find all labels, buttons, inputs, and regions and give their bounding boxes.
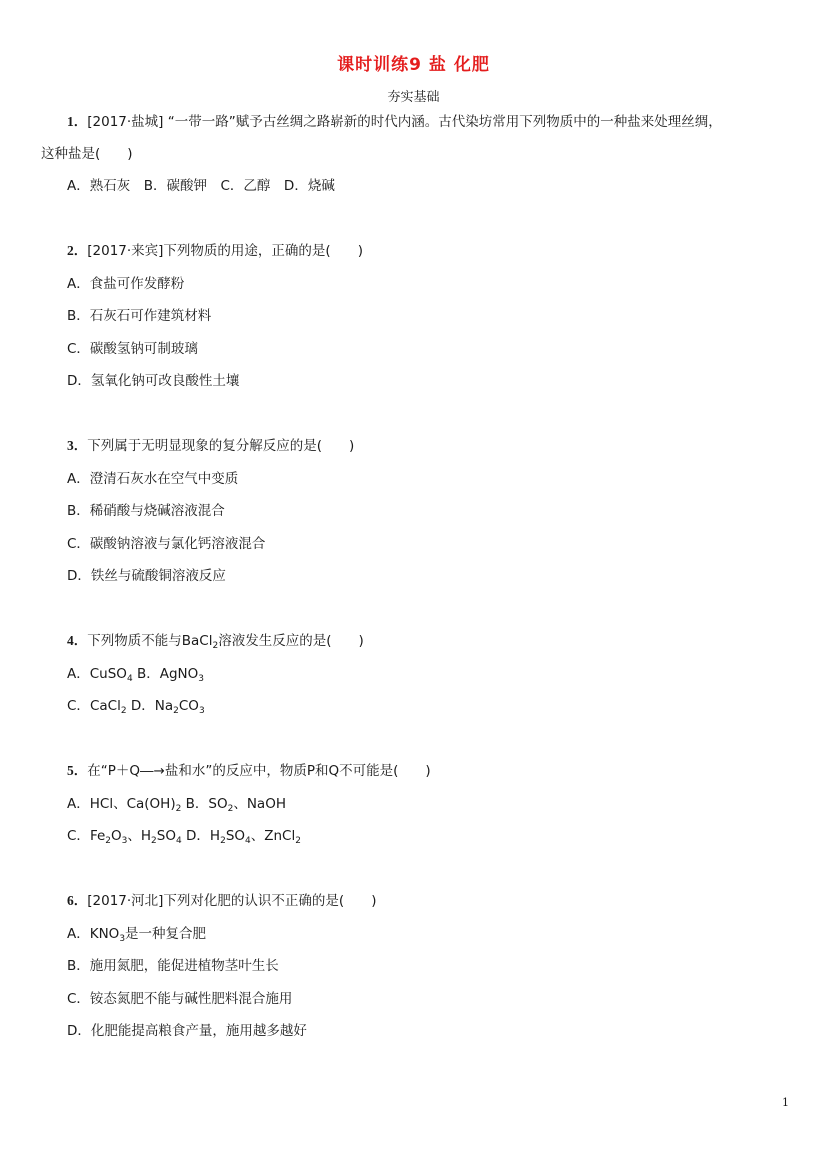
question-4-text-sub: 2 — [212, 641, 219, 651]
question-3 — [67, 436, 354, 456]
option-a-subscript: 2 — [175, 804, 182, 814]
question-2-option-c: C．碳酸氢钠可制玻璃 — [67, 341, 198, 357]
question-5-options-cd — [67, 826, 301, 851]
option-c-sub-2: 3 — [121, 836, 128, 846]
option-b-formula-2: 、NaOH — [233, 796, 286, 812]
option-a-label: A． — [67, 796, 90, 812]
section-heading: 夯实基础 — [387, 90, 440, 105]
option-b-formula: AgNO — [159, 666, 199, 682]
question-1 — [67, 112, 722, 132]
option-a-text-post: 是一种复合肥 — [125, 926, 207, 942]
question-3-option-a: A．澄清石灰水在空气中变质 — [67, 471, 239, 487]
question-3-number: 3． — [67, 438, 88, 453]
question-2-option-d: D．氢氧化钠可改良酸性土壤 — [67, 373, 240, 389]
option-b-label: B． — [185, 796, 209, 812]
question-1-number: 1． — [67, 114, 88, 129]
question-2-option-a: A．食盐可作发酵粉 — [67, 276, 185, 292]
option-d-formula-1: Na — [154, 698, 174, 714]
question-4 — [67, 631, 364, 656]
option-a-text-pre: A．KNO — [67, 926, 120, 942]
question-4-text-pre: 下列物质不能与BaCl — [87, 633, 213, 649]
page-number: 1 — [782, 1096, 789, 1109]
option-c-part-1: Fe — [89, 828, 106, 844]
option-b-label: B． — [136, 666, 160, 682]
option-d-subscript-1: 2 — [173, 706, 179, 716]
question-6-option-a — [67, 924, 206, 949]
option-c-formula: CaCl — [89, 698, 121, 714]
question-3-option-d: D．铁丝与硫酸铜溶液反应 — [67, 568, 226, 584]
question-4-options-ab — [67, 664, 204, 689]
question-1-continued: 这种盐是( ) — [41, 146, 133, 162]
question-4-options-cd — [67, 696, 205, 721]
option-d-label: D． — [186, 828, 210, 844]
option-c-label: C． — [67, 828, 90, 844]
question-3-option-b: B．稀硝酸与烧碱溶液混合 — [67, 503, 225, 519]
option-d-sub-3: 2 — [295, 836, 301, 846]
option-a-label: A． — [67, 666, 90, 682]
option-c-label: C． — [67, 698, 90, 714]
option-c-subscript: 2 — [120, 706, 127, 716]
question-5-options-ab — [67, 794, 286, 819]
question-5-text: 在“P＋Q―→盐和水”的反应中，物质P和Q不可能是( ) — [87, 763, 431, 779]
question-6 — [67, 891, 376, 911]
option-a-formula: HCl、Ca(OH) — [89, 796, 176, 812]
question-6-option-b: B．施用氮肥，能促进植物茎叶生长 — [67, 958, 279, 974]
question-6-number: 6． — [67, 893, 88, 908]
page-title: 课时训练9 盐 化肥 — [337, 55, 490, 75]
option-c-part-2: O — [111, 828, 122, 844]
option-c-sub-4: 4 — [175, 836, 182, 846]
option-d-formula-2: CO — [178, 698, 199, 714]
option-b-subscript: 3 — [198, 674, 204, 684]
option-c-sub-1: 2 — [105, 836, 112, 846]
question-1-text: [2017·盐城] “一带一路”赋予古丝绸之路崭新的时代内涵。古代染坊常用下列物质中的一种盐来处理丝绸， — [87, 114, 722, 130]
question-4-text-post: 溶液发生反应的是( ) — [218, 633, 364, 649]
question-4-number: 4． — [67, 633, 88, 648]
question-5-number: 5． — [67, 763, 88, 778]
option-d-label: D． — [130, 698, 155, 714]
option-d-sub-1: 2 — [220, 836, 226, 846]
option-c-part-3: 、H — [127, 828, 152, 844]
question-3-option-c: C．碳酸钠溶液与氯化钙溶液混合 — [67, 536, 266, 552]
option-d-sub-2: 4 — [245, 836, 251, 846]
question-1-options: A．熟石灰 B．碳酸钾 C．乙醇 D．烧碱 — [67, 178, 335, 194]
question-6-option-d: D．化肥能提高粮食产量，施用越多越好 — [67, 1023, 307, 1039]
question-6-option-c: C．铵态氮肥不能与碱性肥料混合施用 — [67, 991, 293, 1007]
option-d-part-1: H — [209, 828, 221, 844]
question-2-text: [2017·来宾]下列物质的用途，正确的是( ) — [87, 243, 363, 259]
question-2-option-b: B．石灰石可作建筑材料 — [67, 308, 212, 324]
option-a-formula: CuSO — [89, 666, 127, 682]
question-6-text: [2017·河北]下列对化肥的认识不正确的是( ) — [87, 893, 377, 909]
question-3-text: 下列属于无明显现象的复分解反应的是( ) — [87, 438, 355, 454]
option-d-part-2: SO — [225, 828, 246, 844]
question-2-number: 2． — [67, 243, 88, 258]
option-c-part-4: SO — [156, 828, 176, 844]
option-b-formula-1: SO — [208, 796, 228, 812]
option-d-subscript-2: 3 — [198, 706, 205, 716]
option-a-subscript: 4 — [126, 674, 133, 684]
option-c-sub-3: 2 — [151, 836, 157, 846]
question-2 — [67, 241, 363, 261]
question-5 — [67, 761, 431, 781]
option-d-part-3: 、ZnCl — [250, 828, 296, 844]
option-a-subscript: 3 — [119, 934, 126, 944]
option-b-subscript: 2 — [227, 804, 234, 814]
